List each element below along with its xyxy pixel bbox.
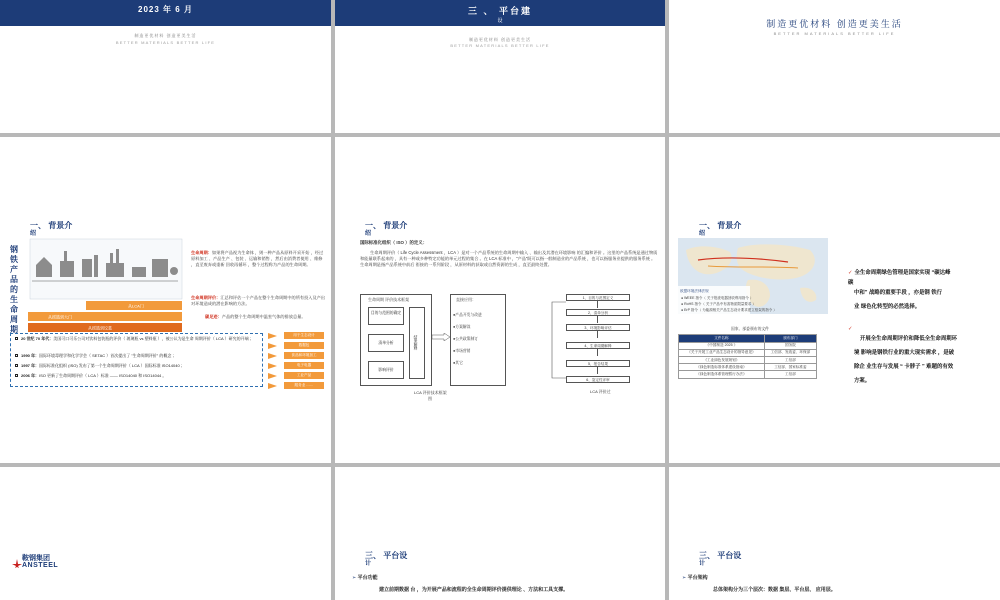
diagram-label: 从摇篮到坟墓 (88, 325, 112, 331)
process-step: 1、目的与范围定义 (566, 294, 630, 301)
framework-title: 生命周期 评价技术框架 (368, 297, 410, 302)
arrow-icon (597, 331, 598, 338)
map-legend-item: ● WEEE 指令（ 关于报废电器回收利用指令 ） (681, 296, 754, 300)
lifecycle-definition: 生命周期：如果将产品视为生命体 ，则一种产品从原料开采开始 ，经过原料加工 、产品生产 、包装 、运输和销售 ，然后由消费者使用 、维修 ，直至废弃或重新 回收再循环 ，整个过程称为产品的生命周期。 (191, 250, 324, 268)
diagram-label: 从摇篮到大门 (48, 314, 72, 320)
ansteel-logo-icon (12, 558, 22, 568)
point-title: ➢ 平台架构 (682, 575, 708, 581)
table-header-row (679, 335, 817, 343)
arrow-icon (268, 383, 277, 389)
section-band (335, 0, 665, 26)
arrow-bullet-icon: ➢ (682, 575, 687, 581)
lca-definition: 生命周期评价：汇总和评估一个产品在整个生命周期中的所有投入及产出对环境造成的潜在影响的方法。 (191, 295, 326, 307)
figure-caption-sub: 图 (428, 396, 432, 401)
map-legend-title: 欧盟环境法律法规 (680, 289, 709, 293)
applications-title: 直接应用： (456, 297, 476, 302)
process-step: 3、环境影响评估 (566, 324, 630, 331)
slide-slogan[interactable] (669, 0, 1000, 133)
carbon-footprint-definition: 碳足迹：产品的整个生命周期中温室气体的排放总量。 (205, 314, 306, 319)
diagram-label: 从LCA门 (128, 303, 144, 309)
process-step: 6、鉴定性评审 (566, 376, 630, 383)
section-title-sub: 设 (497, 18, 503, 24)
check-icon: ✓ (848, 270, 853, 276)
slide-section-3[interactable] (335, 0, 665, 133)
slide-heading: 一、 背景介 绍 (699, 221, 742, 237)
framework-step: 目的与范围的确定 (368, 307, 404, 325)
table-cell: 工信部 (764, 371, 816, 378)
slogan-cn: 制造更优材料 创造更美生活 (468, 37, 532, 42)
arrow-icon (268, 333, 277, 339)
arrow-icon (432, 333, 450, 341)
table-cell: 《关于开展工业产品生态设计的指导意见》 (679, 349, 765, 356)
slide-cover[interactable] (0, 0, 331, 133)
table-cell: 工信部、发改委、环保部 (764, 349, 816, 356)
table-row (679, 356, 817, 363)
table-row (679, 342, 817, 349)
application-tag: 电子电器 (284, 362, 324, 369)
arrow-icon (268, 343, 277, 349)
slogan-cn: 制造更优材料 创造更美生活 (134, 33, 197, 38)
slogan-en: BETTER MATERIALS BETTER LIFE (115, 40, 216, 45)
application-tag: 工业产品 (284, 372, 324, 379)
key-point-1: ✓ 全生命周期绿色管理是国家实现 “碳达峰 碳 中和” 战略的重要手段 ，亦是钢 铁行 业 绿色化转型的必然选择。 (848, 270, 951, 310)
application-item: ●方案解读 (453, 325, 471, 329)
process-step: 4、生命周期解释 (566, 342, 630, 349)
application-item: ●其它 (453, 361, 463, 365)
key-point-2: ✓ 开展全生命周期评价和降低全生命周期环 境 影响是钢铁行业的重大现实需求 ，是破 除企 业生存与发展 “ 卡脖子 ” 难题的有效 方案。 (848, 326, 958, 384)
history-item: 2006 年：ISO 更新了生命周期评价（ LCA ）标准 —— ISO14040 和 ISO14044 。 (15, 373, 166, 378)
slide-heading: 三、 平台设 计 (365, 551, 408, 567)
iso-definition-text: 生命周期评价（ Life Cycle Assessment ，LCA ）是对一个产品系统的生命周期中输入 、输出及其潜在环境影响 的汇编和评价 。这里的产品系统是通过物质和能量联系起来的 ，具有一种或多种特定功能的单元过程的集合 。在 LCA 标准中 ，“产品”既可以指一般制造业的产品系统 ，也可以指服务业提供的服务系统 。生命周期是指产品系统中前后 衔接的一系列阶段 ，从原材料的获取或自然资源的生成 ，直至最终处置。 (360, 250, 658, 268)
vertical-title: 钢铁产品的生命周期 (10, 245, 18, 334)
table-cell: 《绿色制造标准体系建设指南》 (679, 364, 765, 371)
table-cell: 《工业绿色发展规划》 (679, 356, 765, 363)
map-legend-item: ● RoHS 指令（ 关于产品中有害物质限量要求 ） (681, 302, 756, 306)
framework-step: 清单分析 (368, 334, 404, 352)
slide-heading: 一、 背景介 绍 (365, 221, 408, 237)
arrow-icon (268, 373, 277, 379)
slide-heading: 一、 背景介 绍 (30, 221, 73, 237)
application-tag: 数据包 (284, 342, 324, 349)
application-item: ●公共政策制订 (453, 337, 479, 341)
arrow-bullet-icon: ➢ (352, 575, 357, 581)
history-item: 1997 年：国际标准化组织 (ISO) 发布了第一个生命周期评价（ LCA ）国际标准 ISO14040 ； (15, 363, 185, 368)
slide-platform-architecture[interactable] (669, 467, 1000, 600)
slide-platform-function[interactable] (335, 467, 665, 600)
history-item: 1990 年：国际环境毒理学和化学学会（ SETAC ）首次提出了 "生命周期评价" 的概念 ； (15, 353, 176, 358)
framework-interpretation: 结果解释 (409, 307, 425, 379)
cover-band (0, 0, 331, 26)
arrow-icon (597, 316, 598, 323)
table-cell: 国务院 (764, 342, 816, 349)
application-tag: 食品和环境加工 (284, 352, 324, 359)
process-step: 2、清单分析 (566, 309, 630, 316)
figure-caption: LCA 评价过 (590, 389, 611, 394)
figure-caption: LCA 评价技术框架 (414, 390, 447, 395)
application-item: ●产品开发与改进 (453, 313, 482, 317)
slogan-en: BETTER MATERIALS BETTER LIFE (450, 43, 550, 48)
iso-definition-label: 国际标准化组织（ ISO ）的定义： (360, 240, 428, 245)
application-item: ●市场营销 (453, 349, 471, 353)
history-item: 20 世纪 70 年代：美国可口可乐公司对饮料包装瓶的评价（ 玻璃瓶 vs 塑料瓶 ），被公认为是生命 周期评价（ LCA ）研究的开端 ； (15, 336, 260, 341)
check-icon: ✓ (848, 326, 853, 332)
lifecycle-diagram (28, 237, 184, 332)
table-cell: 工信部 (764, 356, 816, 363)
table-row (679, 371, 817, 378)
table-cell: 《中国制造 2025 》 (679, 342, 765, 349)
slide-heading: 三、 平台设 计 (699, 551, 742, 567)
application-tag: 服务业 …… (284, 382, 324, 389)
arrow-icon (597, 367, 598, 374)
arrow-icon (268, 363, 277, 369)
table-cell: 《绿色制造体系管理暂行办法》 (679, 371, 765, 378)
process-step: 5、报告结果 (566, 360, 630, 367)
slogan-en: BETTER MATERIALS BETTER LIFE (773, 31, 896, 36)
table-row (679, 349, 817, 356)
application-tag: 用于生态设计 (284, 332, 324, 339)
point-title: ➢ 平台功能 (352, 575, 378, 581)
map-legend-item: ● ErP 指令（ 为能源相关产品生态设计要求建立框架的指令 ） (681, 308, 777, 312)
history-box (10, 333, 263, 387)
table-cell: 工信部、国家标准委 (764, 364, 816, 371)
arrow-icon (597, 301, 598, 308)
table-row (679, 364, 817, 371)
table-header: 文件名称 (679, 335, 765, 343)
logo-en: ANSTEEL (22, 562, 59, 569)
slide-logo[interactable] (0, 467, 331, 600)
cover-date: 2023 年 6 月 (138, 5, 193, 14)
arrow-icon (268, 353, 277, 359)
policy-table (678, 334, 817, 379)
feedback-loop (548, 298, 568, 380)
point-text: 总体架构分为三个层次：数据 集层、平台层、 应用层。 (713, 587, 836, 593)
framework-step: 影响评价 (368, 361, 404, 379)
point-text: 建立前期数据 台 ，为开展产品和流程的全生命周期评价提供理论 、方法和工具支撑。 (379, 587, 569, 593)
slogan-cn: 制造更优材料 创造更美生活 (766, 19, 903, 29)
table-caption: 国家、部委颁布的文件 (731, 327, 769, 331)
table-header: 颁布部门 (764, 335, 816, 343)
arrow-icon (597, 349, 598, 356)
slide-lifecycle[interactable] (0, 137, 331, 463)
logo-cn: 鞍钢集团 (22, 555, 50, 562)
section-title: 三 、 平台建 (467, 6, 532, 16)
